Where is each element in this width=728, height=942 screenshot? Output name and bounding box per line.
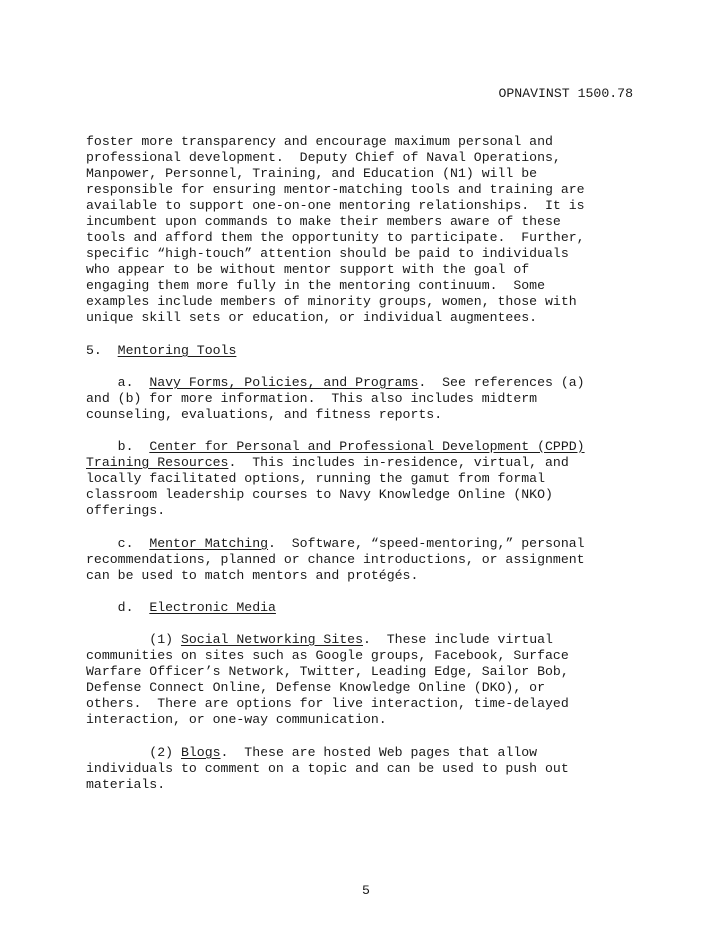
item-prefix: (1) (86, 632, 181, 647)
item-a-title: Navy Forms, Policies, and Programs (149, 375, 419, 390)
item-d2-title: Blogs (180, 745, 221, 760)
item-prefix: a. (86, 375, 150, 390)
item-d1-line: interaction, or one-way communication. (86, 712, 387, 727)
intro-line: Manpower, Personnel, Training, and Education (N1) will be (86, 166, 538, 181)
section-title: Mentoring Tools (117, 343, 237, 358)
item-d2-first-line (86, 745, 537, 761)
section-number: 5. (86, 343, 118, 358)
intro-line: incumbent upon commands to make their members aware of these (86, 214, 561, 229)
item-d-title: Electronic Media (149, 600, 276, 615)
intro-line: examples include members of minority groups, women, those with (86, 294, 577, 309)
item-d2-line: individuals to comment on a topic and can be used to push out (86, 761, 569, 776)
item-b-first-line (86, 439, 585, 455)
item-d1-line: Defense Connect Online, Defense Knowledge Online (DKO), or (86, 680, 545, 695)
item-d1-line: others. There are options for live interaction, time-delayed (86, 696, 569, 711)
page-number: 5 (362, 883, 370, 898)
item-d1-title: Social Networking Sites (180, 632, 363, 647)
intro-line: foster more transparency and encourage maximum personal and (86, 134, 553, 149)
document-header: OPNAVINST 1500.78 (498, 86, 633, 101)
item-c-line: recommendations, planned or chance introductions, or assignment (86, 552, 585, 567)
item-d1-tail: . These include virtual (363, 632, 553, 647)
item-b-line: offerings. (86, 503, 166, 518)
item-c-line: can be used to match mentors and protégés. (86, 568, 419, 583)
item-a-line: counseling, evaluations, and fitness reports. (86, 407, 443, 422)
intro-line: responsible for ensuring mentor-matching tools and training are (86, 182, 585, 197)
item-c-first-line (86, 536, 585, 552)
item-d2-line: materials. (86, 777, 166, 792)
item-d1-first-line (86, 632, 553, 648)
item-d1-line: communities on sites such as Google groups, Facebook, Surface (86, 648, 569, 663)
item-b-title-cont: Training Resources (86, 455, 229, 470)
item-prefix: d. (86, 600, 150, 615)
item-a-line: and (b) for more information. This also includes midterm (86, 391, 538, 406)
item-prefix: (2) (86, 745, 181, 760)
intro-line: engaging them more fully in the mentoring continuum. Some (86, 278, 545, 293)
item-d-heading (86, 600, 276, 616)
intro-line: unique skill sets or education, or individual augmentees. (86, 310, 538, 325)
item-b-line: classroom leadership courses to Navy Knowledge Online (NKO) (86, 487, 553, 502)
item-b-title: Center for Personal and Professional Development (CPPD) (149, 439, 585, 454)
intro-line: tools and afford them the opportunity to participate. Further, (86, 230, 585, 245)
item-prefix: b. (86, 439, 150, 454)
item-prefix: c. (86, 536, 150, 551)
item-b-tail: . This includes in-residence, virtual, and (228, 455, 569, 470)
intro-line: specific “high-touch” attention should be paid to individuals (86, 246, 569, 261)
item-a-tail: . See references (a) (418, 375, 585, 390)
item-a-first-line (86, 375, 585, 391)
intro-line: professional development. Deputy Chief of Naval Operations, (86, 150, 561, 165)
intro-line: who appear to be without mentor support with the goal of (86, 262, 530, 277)
item-c-title: Mentor Matching (149, 536, 269, 551)
item-d2-tail: . These are hosted Web pages that allow (220, 745, 538, 760)
intro-line: available to support one-on-one mentoring relationships. It is (86, 198, 585, 213)
item-d1-line: Warfare Officer’s Network, Twitter, Leading Edge, Sailor Bob, (86, 664, 569, 679)
item-b-line: locally facilitated options, running the gamut from formal (86, 471, 545, 486)
section-5-heading (86, 343, 236, 359)
item-b-second-line (86, 455, 569, 471)
item-c-tail: . Software, “speed-mentoring,” personal (268, 536, 585, 551)
